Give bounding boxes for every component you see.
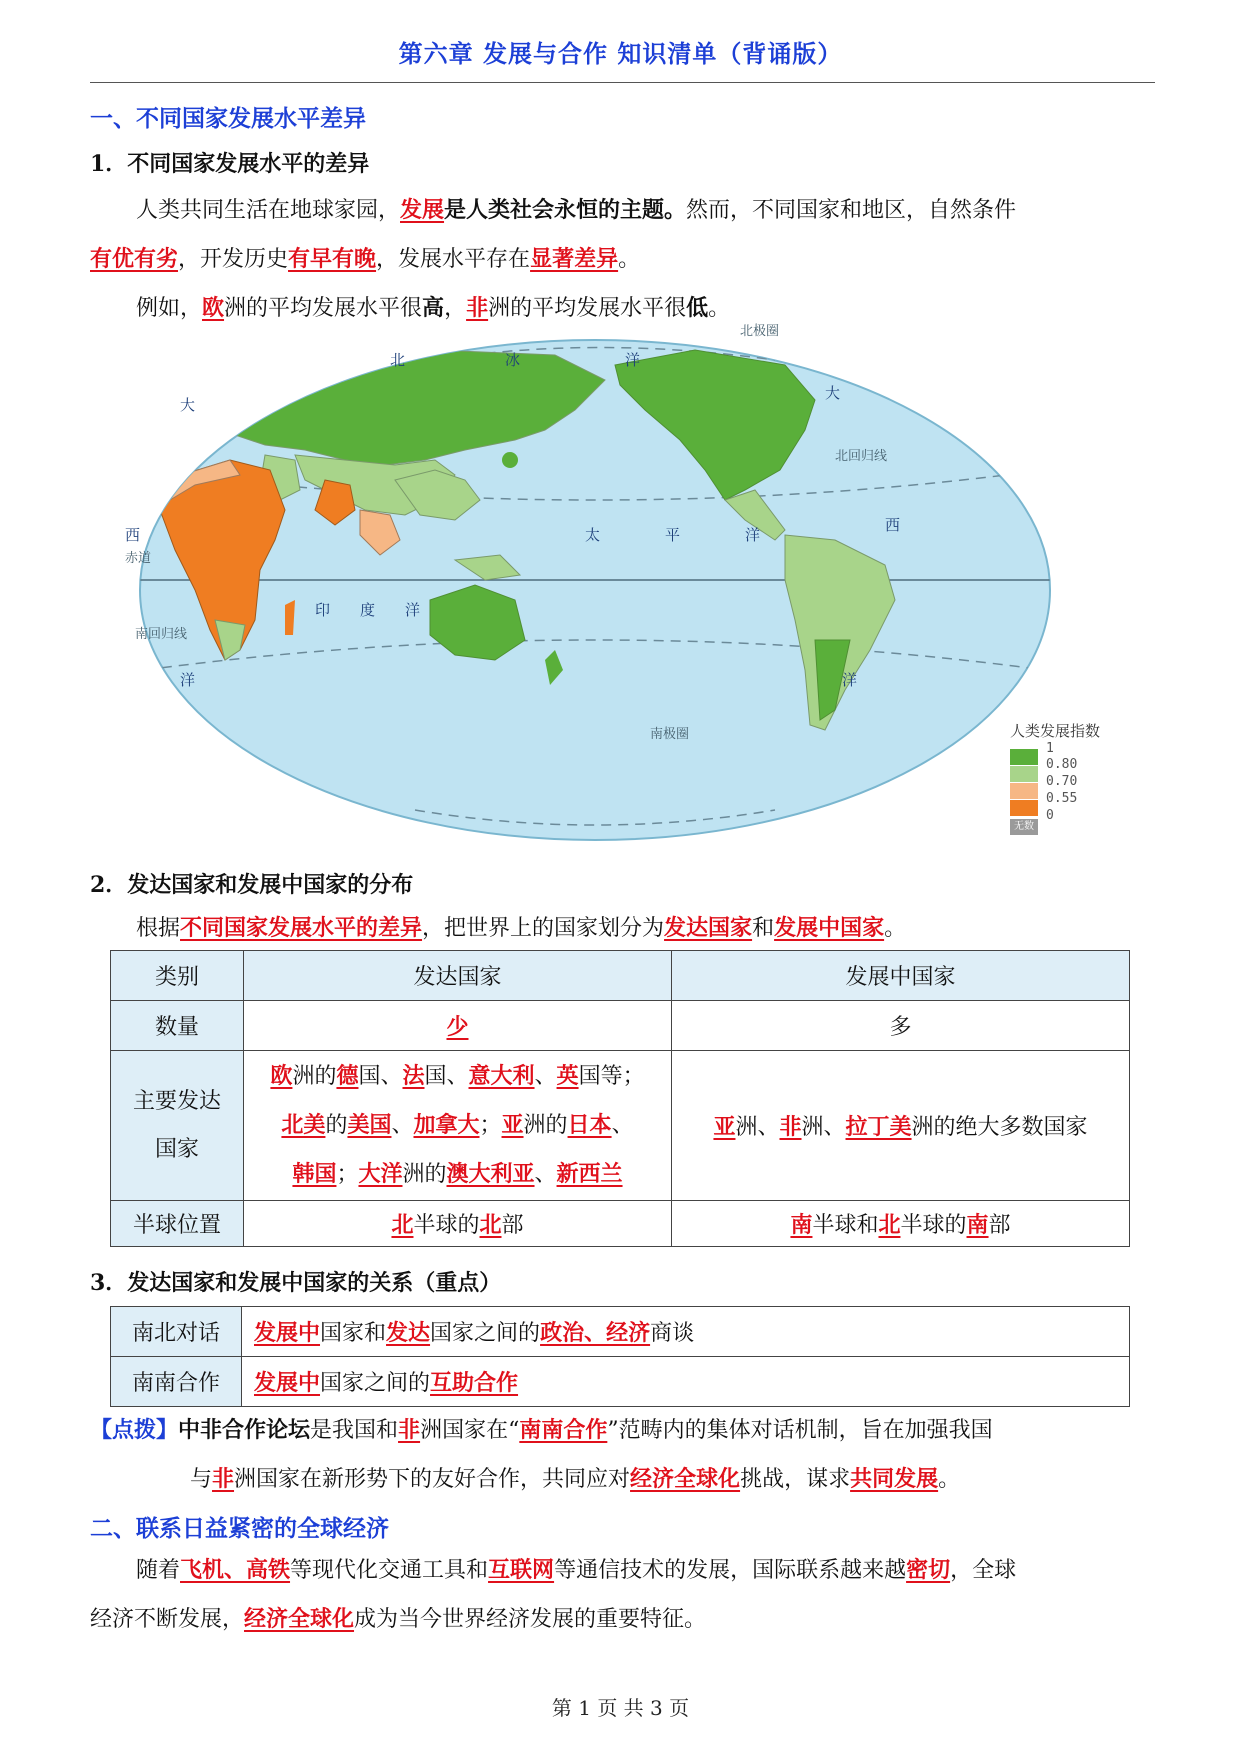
text: 洲的绝大多数国家	[911, 1115, 1088, 1140]
text: 半球和	[812, 1213, 879, 1238]
world-hdi-map	[125, 324, 1120, 840]
key-term: 政治、经济	[540, 1320, 651, 1346]
map-label-south-circle: 南极圈	[650, 727, 690, 742]
key-term: 非	[466, 295, 489, 321]
key-term: 日本	[567, 1112, 612, 1138]
key-term: 亚	[713, 1114, 736, 1140]
key-term: 共同发展	[850, 1466, 939, 1492]
key-term: 亚	[501, 1112, 524, 1138]
paragraph-development	[90, 186, 1155, 333]
japan-island	[502, 452, 518, 468]
key-term: 欧	[270, 1063, 293, 1089]
text: 。	[938, 1467, 961, 1492]
key-term: 德	[336, 1063, 359, 1089]
key-term: 北	[391, 1212, 414, 1238]
text: 国家之间的	[430, 1321, 541, 1346]
text: 国、	[358, 1064, 403, 1089]
section-1-title: 一、不同国家发展水平差异	[90, 105, 366, 132]
key-term: 非	[212, 1466, 235, 1492]
text: 人类共同生活在地球家园，	[136, 198, 401, 223]
text: 是人类社会永恒的主题。	[444, 197, 687, 223]
text: 洲的	[292, 1064, 337, 1089]
page-number: 第 1 页 共 3 页	[551, 1696, 690, 1720]
text: 例如，	[136, 296, 203, 321]
table-cell	[242, 1307, 1130, 1357]
map-label-pacific-2: 平	[665, 526, 681, 544]
key-term: 不同国家发展水平的差异	[180, 915, 423, 941]
text: ”范畴内的集体对话机制，旨在加强我国	[607, 1418, 993, 1443]
text: 。	[708, 296, 731, 321]
text: 中非合作论坛	[178, 1417, 311, 1443]
row-label: 南南合作	[111, 1357, 242, 1407]
text: 洲国家在“	[420, 1418, 520, 1443]
key-term: 发展	[400, 197, 445, 223]
table-cell	[242, 1357, 1130, 1407]
text: 等通信技术的发展，国际联系越来越	[554, 1558, 907, 1583]
tip-paragraph	[90, 1406, 1155, 1504]
key-term: 经济全球化	[244, 1606, 355, 1632]
key-term: 有优有劣	[90, 246, 179, 272]
map-label-indian-3: 洋	[405, 601, 421, 619]
text: 。	[618, 247, 641, 272]
key-term: 澳大利亚	[446, 1161, 535, 1187]
text: 国、	[424, 1064, 469, 1089]
text: ；	[479, 1113, 502, 1138]
row-label	[111, 1051, 244, 1201]
cell-line	[245, 1150, 670, 1199]
text: 随着	[136, 1558, 181, 1583]
text: 洲的	[402, 1162, 447, 1187]
text: 和	[752, 916, 775, 941]
text: 成为当今世界经济发展的重要特征。	[354, 1607, 707, 1632]
key-term: 飞机、高铁	[180, 1557, 291, 1583]
relations-table	[110, 1306, 1130, 1407]
paragraph-globalization	[90, 1546, 1155, 1644]
key-term: 发达	[386, 1320, 431, 1346]
table-header: 发达国家	[244, 951, 672, 1001]
text: 、	[534, 1064, 557, 1089]
map-label-arctic-2: 冰	[505, 351, 521, 369]
map-label-pacific-3: 洋	[745, 526, 761, 544]
section-2-title: 二、联系日益紧密的全球经济	[90, 1515, 389, 1542]
key-term: 欧	[202, 295, 225, 321]
map-legend	[1010, 720, 1120, 850]
text: ，	[444, 296, 467, 321]
tip-tag: 【点拨】	[90, 1417, 179, 1443]
legend-tick: 0.55	[1046, 791, 1078, 806]
text: 部	[988, 1213, 1011, 1238]
key-term: 南	[966, 1212, 989, 1238]
key-term: 互联网	[488, 1557, 555, 1583]
text: 商谈	[650, 1321, 695, 1346]
table-cell	[244, 1201, 672, 1247]
map-label-tropic-south: 南回归线	[135, 627, 188, 642]
map-label-indian-1: 印	[315, 601, 331, 619]
row-label: 数量	[111, 1001, 244, 1051]
text: ，发展水平存在	[376, 247, 531, 272]
map-label-indian-2: 度	[360, 601, 376, 619]
key-term: 南	[790, 1212, 813, 1238]
text: 洲、	[801, 1115, 846, 1140]
subsection-3-title: 3．发达国家和发展中国家的关系（重点）	[90, 1270, 502, 1296]
row-label: 半球位置	[111, 1201, 244, 1247]
row-label-line: 主要发达	[132, 1088, 221, 1114]
table-cell	[244, 1051, 672, 1201]
legend-swatch	[1010, 783, 1038, 799]
text: ；	[336, 1162, 359, 1187]
text: 国等；	[578, 1064, 645, 1089]
header-divider	[90, 82, 1155, 83]
legend-swatch	[1010, 749, 1038, 765]
subsection-2-title: 2．发达国家和发展中国家的分布	[90, 872, 414, 898]
map-label-atlantic-w-1: 大	[180, 396, 196, 414]
map-label-arctic-1: 北	[390, 351, 406, 369]
map-label-pacific-1: 太	[585, 526, 601, 544]
table-header: 类别	[111, 951, 244, 1001]
text: 。	[884, 916, 907, 941]
text: 半球的	[900, 1213, 967, 1238]
key-term: 法	[402, 1063, 425, 1089]
key-term: 北美	[281, 1112, 326, 1138]
page-title: 第六章 发展与合作 知识清单（背诵版）	[398, 39, 843, 68]
text: 然而，不同国家和地区，自然条件	[686, 198, 1017, 223]
map-label-equator: 赤道	[125, 551, 152, 566]
text: 高	[422, 295, 445, 321]
text: 是我国和	[310, 1418, 399, 1443]
table-header: 发展中国家	[672, 951, 1130, 1001]
subsection-1-title: 1．不同国家发展水平的差异	[90, 151, 370, 177]
text: 、	[611, 1113, 634, 1138]
legend-tick: 0.80	[1046, 757, 1078, 772]
map-svg	[125, 324, 1120, 840]
legend-tick: 0.70	[1046, 774, 1078, 789]
text: 等现代化交通工具和	[290, 1558, 489, 1583]
map-label-arctic-3: 洋	[625, 351, 641, 369]
map-label-atlantic-e-2: 西	[885, 516, 901, 534]
cell-line	[245, 1101, 670, 1150]
text: 根据	[136, 916, 181, 941]
key-term: 经济全球化	[630, 1466, 741, 1492]
text: ，开发历史	[178, 247, 289, 272]
legend-tick: 1	[1046, 741, 1054, 756]
map-label-atlantic-e-3: 洋	[842, 671, 858, 689]
text: 与	[190, 1467, 213, 1492]
key-term: 南南合作	[519, 1417, 608, 1443]
cell-line	[245, 1052, 670, 1101]
key-term: 美国	[347, 1112, 392, 1138]
key-term: 非	[779, 1114, 802, 1140]
key-term: 显著差异	[530, 246, 619, 272]
paragraph-classification	[136, 904, 1156, 953]
table-cell	[672, 1051, 1130, 1201]
legend-tick: 0	[1046, 808, 1054, 823]
table-cell	[244, 1001, 672, 1051]
text: 的	[325, 1113, 348, 1138]
row-label: 南北对话	[111, 1307, 242, 1357]
text: 部	[501, 1213, 524, 1238]
key-term: 意大利	[468, 1063, 535, 1089]
key-term: 北	[479, 1212, 502, 1238]
legend-swatch	[1010, 766, 1038, 782]
text: 挑战，谋求	[740, 1467, 851, 1492]
text: ，把世界上的国家划分为	[422, 916, 665, 941]
text: 洲的	[523, 1113, 568, 1138]
key-term: 非	[398, 1417, 421, 1443]
text: 、	[534, 1162, 557, 1187]
table-cell	[672, 1201, 1130, 1247]
key-term: 发达国家	[664, 915, 753, 941]
text: 洲、	[735, 1115, 780, 1140]
text: 经济不断发展，	[90, 1607, 245, 1632]
key-term: 少	[446, 1014, 469, 1040]
text: 洲国家在新形势下的友好合作，共同应对	[234, 1467, 631, 1492]
key-term: 北	[878, 1212, 901, 1238]
text: 洲的平均发展水平很	[488, 296, 687, 321]
text: 半球的	[413, 1213, 480, 1238]
key-term: 发展中	[254, 1370, 321, 1396]
text: 洲的平均发展水平很	[224, 296, 423, 321]
key-term: 密切	[906, 1557, 951, 1583]
countries-table	[110, 950, 1130, 1247]
row-label-line: 国家	[154, 1136, 199, 1162]
key-term: 拉丁美	[845, 1114, 912, 1140]
text: 低	[686, 295, 709, 321]
text: ，全球	[950, 1558, 1017, 1583]
key-term: 互助合作	[430, 1370, 519, 1396]
key-term: 发展中	[254, 1320, 321, 1346]
key-term: 新西兰	[556, 1161, 623, 1187]
text: 、	[391, 1113, 414, 1138]
key-term: 韩国	[292, 1161, 337, 1187]
text: 国家之间的	[320, 1371, 431, 1396]
map-label-tropic-north: 北回归线	[835, 449, 888, 464]
map-label-north-pole-circle: 北极圈	[740, 324, 780, 339]
legend-title: 人类发展指数	[1010, 722, 1101, 740]
map-label-atlantic-e-1: 大	[825, 384, 841, 402]
table-cell: 多	[672, 1001, 1130, 1051]
map-label-atlantic-w-2: 西	[125, 526, 141, 544]
key-term: 发展中国家	[774, 915, 885, 941]
legend-no-data: 无数据	[1010, 819, 1038, 835]
key-term: 英	[556, 1063, 579, 1089]
text: 国家和	[320, 1321, 387, 1346]
key-term: 大洋	[358, 1161, 403, 1187]
key-term: 有早有晚	[288, 246, 377, 272]
legend-swatch	[1010, 800, 1038, 816]
map-label-atlantic-w-3: 洋	[180, 671, 196, 689]
key-term: 加拿大	[413, 1112, 480, 1138]
